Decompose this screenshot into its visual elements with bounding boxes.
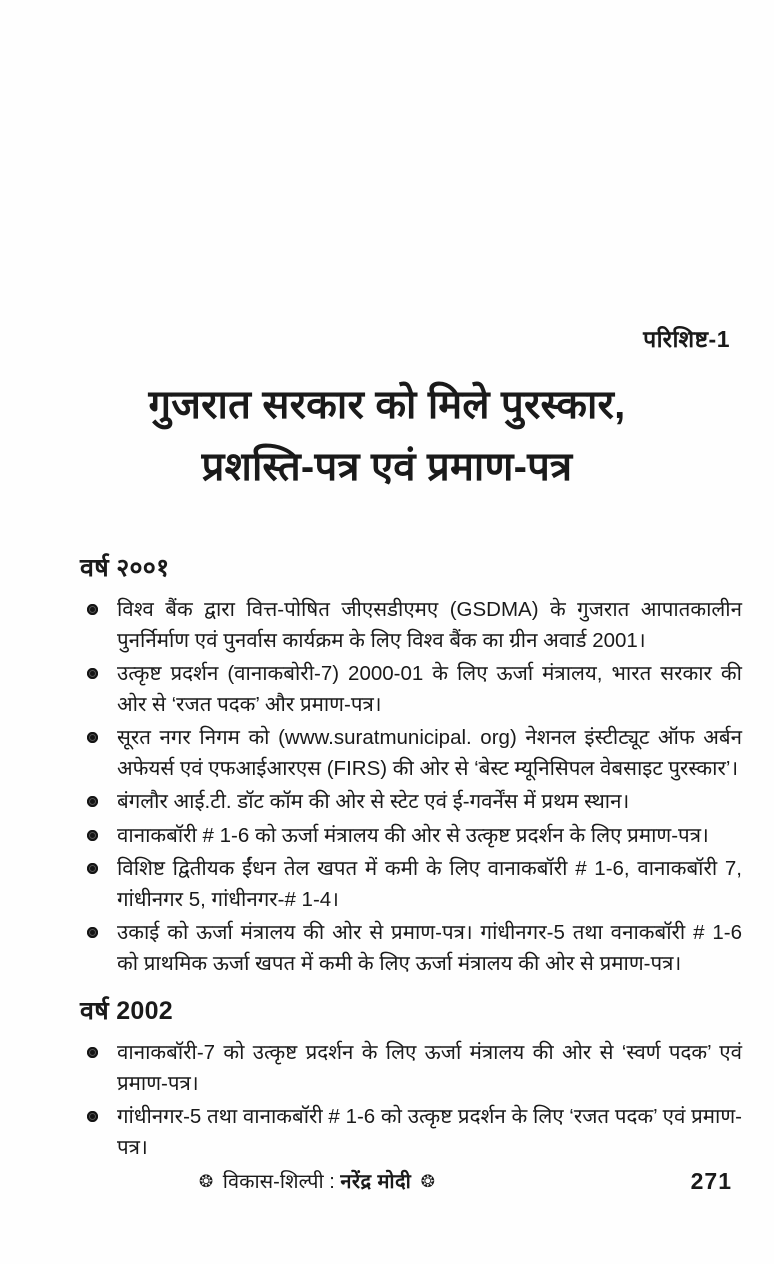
bullet-icon — [87, 604, 98, 615]
page-footer — [0, 1167, 774, 1201]
list-item-text: बंगलौर आई.टी. डॉट कॉम की ओर से स्टेट एवं ई-गवर्नेंस में प्रथम स्थान। — [117, 790, 630, 813]
section-heading-2002: वर्ष 2002 — [80, 997, 174, 1025]
bullet-icon — [87, 927, 98, 938]
list-item-text: उकाई को ऊर्जा मंत्रालय की ओर से प्रमाण-पत्र। गांधीनगर-5 तथा वनाकबॉरी # 1-6 को प्राथमिक ऊर्जा खपत में कमी के लिए ऊर्जा मंत्रालय की ओर से प्रमाण-पत्र। — [117, 921, 742, 975]
list-item-text: वानाकबॉरी-7 को उत्कृष्ट प्रदर्शन के लिए ऊर्जा मंत्रालय की ओर से ‘स्वर्ण पदक’ एवं प्रमाण-पत्र। — [117, 1041, 742, 1095]
section-year-2001 — [80, 550, 742, 979]
bullet-icon — [87, 796, 98, 807]
list-item — [80, 854, 742, 915]
footer-author: नरेंद्र मोदी — [340, 1171, 412, 1193]
page-title-line1: गुजरात सरकार को मिले पुरस्कार, — [148, 383, 626, 427]
award-list-2002 — [80, 1038, 742, 1163]
footer-label: विकास-शिल्पी : — [222, 1171, 335, 1193]
page-title — [40, 374, 734, 498]
bullet-icon — [87, 1111, 98, 1122]
bullet-icon — [87, 830, 98, 841]
section-year-2002 — [80, 993, 742, 1163]
section-heading-2001: वर्ष २००१ — [80, 554, 170, 582]
list-item-text: वानाकबॉरी # 1-6 को ऊर्जा मंत्रालय की ओर से उत्कृष्ट प्रदर्शन के लिए प्रमाण-पत्र। — [117, 823, 709, 847]
list-item — [80, 787, 742, 818]
list-item — [80, 1102, 742, 1163]
bullet-icon — [87, 863, 98, 874]
award-list-2001 — [80, 595, 742, 979]
list-item-text: विशिष्ट द्वितीयक ईंधन तेल खपत में कमी के लिए वानाकबॉरी # 1-6, वानाकबॉरी 7, गांधीनगर 5, गांधीनगर-# 1-4। — [117, 857, 742, 911]
flower-ornament-icon: ❂ — [198, 1172, 214, 1191]
footer-motto — [0, 1167, 634, 1194]
page-title-line2: प्रशस्ति-पत्र एवं प्रमाण-पत्र — [201, 445, 573, 489]
list-item — [80, 1038, 742, 1099]
list-item-text: सूरत नगर निगम को (www.suratmunicipal. org) नेशनल इंस्टीट्यूट ऑफ अर्बन अफेयर्स एवं एफआईआरएस (FIRS) की ओर से ‘बेस्ट म्यूनिसिपल वेबसाइट पुरस्कार’। — [117, 726, 742, 780]
flower-ornament-icon: ❂ — [420, 1172, 436, 1191]
page-content — [80, 550, 742, 1177]
bullet-icon — [87, 732, 98, 743]
list-item — [80, 723, 742, 784]
appendix-label: परिशिष्ट-1 — [643, 326, 730, 352]
list-item — [80, 595, 742, 656]
list-item — [80, 918, 742, 979]
bullet-icon — [87, 668, 98, 679]
list-item — [80, 659, 742, 720]
list-item-text: विश्व बैंक द्वारा वित्त-पोषित जीएसडीएमए (GSDMA) के गुजरात आपातकालीन पुनर्निर्माण एवं पुनर्वास कार्यक्रम के लिए विश्व बैंक का ग्रीन अवार्ड 2001। — [117, 598, 742, 652]
list-item-text: गांधीनगर-5 तथा वानाकबॉरी # 1-6 को उत्कृष्ट प्रदर्शन के लिए ‘रजत पदक’ एवं प्रमाण-पत्र। — [117, 1105, 742, 1159]
list-item-text: उत्कृष्ट प्रदर्शन (वानाकबोरी-7) 2000-01 के लिए ऊर्जा मंत्रालय, भारत सरकार की ओर से ‘रजत पदक’ और प्रमाण-पत्र। — [117, 662, 742, 716]
bullet-icon — [87, 1047, 98, 1058]
list-item — [80, 821, 742, 852]
page-number: 271 — [690, 1168, 732, 1194]
